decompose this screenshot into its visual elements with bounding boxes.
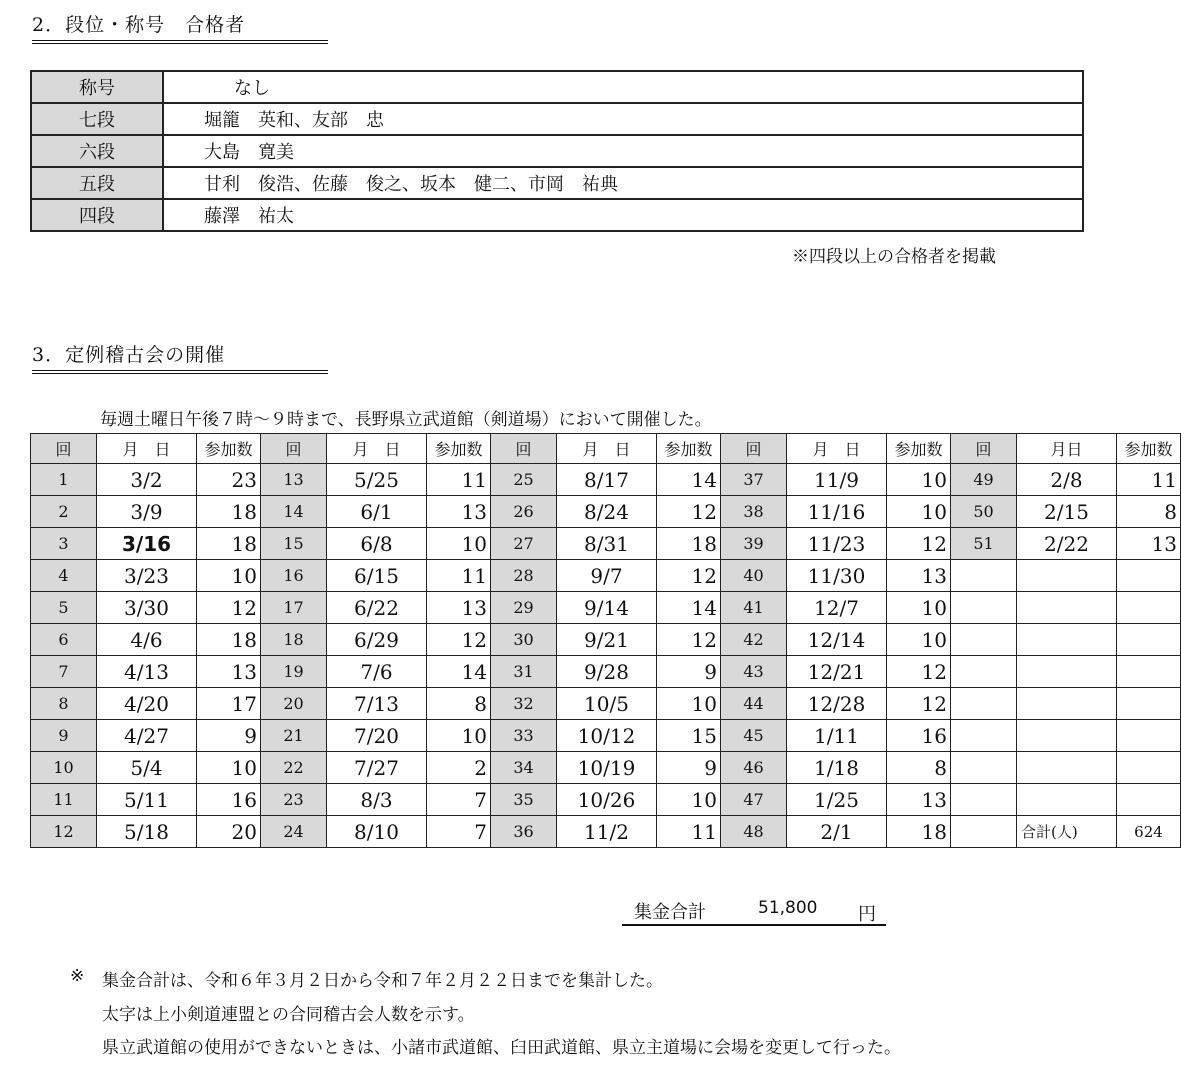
empty-cell: [1117, 720, 1181, 752]
session-date: 6/8: [327, 528, 427, 560]
session-date: 10/26: [557, 784, 657, 816]
session-number: 51: [951, 528, 1017, 560]
session-number: 15: [261, 528, 327, 560]
schedule-row: [31, 592, 1181, 624]
session-count: 10: [657, 688, 721, 720]
header-date: 月日: [1017, 434, 1117, 464]
session-count: 8: [887, 752, 951, 784]
session-number: 10: [31, 752, 97, 784]
section3-heading: 3．定例稽古会の開催: [32, 340, 328, 374]
empty-cell: [1117, 752, 1181, 784]
session-number: 18: [261, 624, 327, 656]
session-count: 8: [427, 688, 491, 720]
fee-amount: 51,800: [758, 898, 818, 918]
total-value: 624: [1117, 816, 1181, 848]
session-number: 42: [721, 624, 787, 656]
session-count: 20: [197, 816, 261, 848]
session-count: 9: [657, 656, 721, 688]
session-number: 26: [491, 496, 557, 528]
session-date: 4/27: [97, 720, 197, 752]
session-date: 5/4: [97, 752, 197, 784]
session-count: 9: [197, 720, 261, 752]
rank-note: ※四段以上の合格者を掲載: [792, 247, 996, 267]
empty-cell: [1117, 784, 1181, 816]
schedule-intro: 毎週土曜日午後７時～９時まで、長野県立武道館（剣道場）において開催した。: [100, 410, 712, 430]
session-date: 3/2: [97, 464, 197, 496]
session-number: 34: [491, 752, 557, 784]
session-count: 13: [197, 656, 261, 688]
empty-cell: [951, 784, 1017, 816]
session-count: 10: [887, 592, 951, 624]
session-date: 5/18: [97, 816, 197, 848]
session-number: 35: [491, 784, 557, 816]
rank-passers-table: [30, 70, 1084, 232]
session-date: 11/9: [787, 464, 887, 496]
session-count: 10: [887, 624, 951, 656]
empty-cell: [1117, 592, 1181, 624]
rank-row: [31, 167, 1083, 199]
session-count: 10: [887, 464, 951, 496]
session-date: 8/10: [327, 816, 427, 848]
empty-cell: [951, 624, 1017, 656]
session-count: 13: [887, 784, 951, 816]
session-number: 41: [721, 592, 787, 624]
session-number: 21: [261, 720, 327, 752]
empty-cell: [1017, 592, 1117, 624]
session-count: 14: [427, 656, 491, 688]
empty-cell: [1017, 784, 1117, 816]
session-date: 6/29: [327, 624, 427, 656]
session-date: 9/28: [557, 656, 657, 688]
session-date: 9/21: [557, 624, 657, 656]
session-date: 2/15: [1017, 496, 1117, 528]
header-date: 月 日: [327, 434, 427, 464]
empty-cell: [1117, 656, 1181, 688]
session-date: 3/23: [97, 560, 197, 592]
schedule-row: [31, 656, 1181, 688]
rank-label: 六段: [31, 135, 163, 167]
session-number: 45: [721, 720, 787, 752]
session-date: 4/13: [97, 656, 197, 688]
rank-label: 称号: [31, 71, 163, 103]
note-line: 県立武道館の使用ができないときは、小諸市武道館、臼田武道館、県立主道場に会場を変更して行った。: [102, 1038, 901, 1058]
session-number: 39: [721, 528, 787, 560]
rank-row: [31, 71, 1083, 103]
session-number: 16: [261, 560, 327, 592]
empty-cell: [1117, 624, 1181, 656]
header-date: 月 日: [557, 434, 657, 464]
session-count: 12: [657, 560, 721, 592]
session-number: 36: [491, 816, 557, 848]
session-date: 2/22: [1017, 528, 1117, 560]
session-count: 14: [657, 464, 721, 496]
session-number: 14: [261, 496, 327, 528]
session-date: 1/11: [787, 720, 887, 752]
session-count: 18: [197, 624, 261, 656]
empty-cell: [951, 816, 1017, 848]
session-date: 8/24: [557, 496, 657, 528]
schedule-row: [31, 720, 1181, 752]
session-date: 9/14: [557, 592, 657, 624]
schedule-row: [31, 464, 1181, 496]
session-number: 1: [31, 464, 97, 496]
rank-names: 藤澤 祐太: [163, 199, 1083, 231]
header-count: 参加数: [1117, 434, 1181, 464]
practice-schedule-table: [30, 433, 1181, 848]
session-number: 30: [491, 624, 557, 656]
session-count: 12: [887, 688, 951, 720]
empty-cell: [951, 720, 1017, 752]
session-count: 12: [197, 592, 261, 624]
session-date: 7/6: [327, 656, 427, 688]
session-number: 23: [261, 784, 327, 816]
session-count: 12: [657, 496, 721, 528]
session-count: 10: [427, 720, 491, 752]
session-number: 24: [261, 816, 327, 848]
session-date: 10/5: [557, 688, 657, 720]
session-number: 38: [721, 496, 787, 528]
total-label: 合計(人): [1017, 816, 1117, 848]
empty-cell: [951, 656, 1017, 688]
session-date: 8/3: [327, 784, 427, 816]
session-count: 12: [427, 624, 491, 656]
empty-cell: [951, 592, 1017, 624]
session-count: 13: [427, 592, 491, 624]
session-date: 3/16: [97, 528, 197, 560]
session-date: 6/1: [327, 496, 427, 528]
session-date: 9/7: [557, 560, 657, 592]
rank-row: [31, 199, 1083, 231]
session-count: 11: [427, 464, 491, 496]
header-date: 月 日: [787, 434, 887, 464]
header-no: 回: [951, 434, 1017, 464]
empty-cell: [951, 560, 1017, 592]
session-number: 2: [31, 496, 97, 528]
note-line: 集金合計は、令和６年３月２日から令和７年２月２２日までを集計した。: [102, 971, 663, 991]
session-number: 28: [491, 560, 557, 592]
session-count: 10: [427, 528, 491, 560]
session-number: 48: [721, 816, 787, 848]
empty-cell: [951, 752, 1017, 784]
session-count: 10: [197, 752, 261, 784]
empty-cell: [1017, 688, 1117, 720]
session-number: 40: [721, 560, 787, 592]
session-number: 13: [261, 464, 327, 496]
session-date: 1/18: [787, 752, 887, 784]
session-date: 4/6: [97, 624, 197, 656]
session-date: 5/25: [327, 464, 427, 496]
session-count: 17: [197, 688, 261, 720]
session-date: 2/8: [1017, 464, 1117, 496]
session-count: 15: [657, 720, 721, 752]
session-date: 12/21: [787, 656, 887, 688]
session-count: 11: [1117, 464, 1181, 496]
session-count: 12: [887, 656, 951, 688]
session-count: 14: [657, 592, 721, 624]
session-number: 50: [951, 496, 1017, 528]
schedule-row: [31, 560, 1181, 592]
session-count: 18: [887, 816, 951, 848]
session-date: 12/28: [787, 688, 887, 720]
session-date: 4/20: [97, 688, 197, 720]
empty-cell: [1117, 560, 1181, 592]
session-date: 11/16: [787, 496, 887, 528]
session-number: 29: [491, 592, 557, 624]
session-count: 16: [887, 720, 951, 752]
session-count: 18: [197, 496, 261, 528]
session-date: 3/9: [97, 496, 197, 528]
empty-cell: [1017, 560, 1117, 592]
header-no: 回: [491, 434, 557, 464]
fee-label: 集金合計: [634, 902, 706, 923]
session-count: 16: [197, 784, 261, 816]
session-number: 8: [31, 688, 97, 720]
session-date: 12/7: [787, 592, 887, 624]
session-count: 12: [887, 528, 951, 560]
session-date: 7/13: [327, 688, 427, 720]
session-count: 11: [657, 816, 721, 848]
session-date: 11/30: [787, 560, 887, 592]
session-number: 7: [31, 656, 97, 688]
session-date: 6/15: [327, 560, 427, 592]
rank-names: 堀籠 英和、友部 忠: [163, 103, 1083, 135]
empty-cell: [1017, 624, 1117, 656]
session-number: 49: [951, 464, 1017, 496]
session-date: 10/19: [557, 752, 657, 784]
empty-cell: [1017, 752, 1117, 784]
fee-unit: 円: [858, 904, 876, 925]
rank-row: [31, 103, 1083, 135]
header-count: 参加数: [427, 434, 491, 464]
schedule-header-row: [31, 434, 1181, 464]
schedule-row: [31, 816, 1181, 848]
session-date: 11/23: [787, 528, 887, 560]
session-number: 4: [31, 560, 97, 592]
session-count: 7: [427, 784, 491, 816]
session-number: 47: [721, 784, 787, 816]
schedule-row: [31, 784, 1181, 816]
schedule-row: [31, 624, 1181, 656]
header-no: 回: [721, 434, 787, 464]
fee-total: [622, 898, 886, 926]
rank-label: 七段: [31, 103, 163, 135]
session-date: 8/31: [557, 528, 657, 560]
schedule-row: [31, 528, 1181, 560]
session-number: 5: [31, 592, 97, 624]
session-count: 10: [887, 496, 951, 528]
session-date: 2/1: [787, 816, 887, 848]
section2-heading: 2．段位・称号 合格者: [32, 10, 328, 44]
session-date: 1/25: [787, 784, 887, 816]
session-number: 32: [491, 688, 557, 720]
session-number: 3: [31, 528, 97, 560]
session-count: 10: [657, 784, 721, 816]
header-no: 回: [261, 434, 327, 464]
session-number: 46: [721, 752, 787, 784]
session-number: 44: [721, 688, 787, 720]
rank-label: 四段: [31, 199, 163, 231]
empty-cell: [951, 688, 1017, 720]
rank-names: 大島 寛美: [163, 135, 1083, 167]
session-number: 11: [31, 784, 97, 816]
session-count: 7: [427, 816, 491, 848]
session-number: 25: [491, 464, 557, 496]
note-mark: ※: [70, 966, 85, 986]
session-number: 27: [491, 528, 557, 560]
rank-names: なし: [163, 71, 1083, 103]
header-count: 参加数: [197, 434, 261, 464]
session-number: 37: [721, 464, 787, 496]
session-number: 31: [491, 656, 557, 688]
session-date: 3/30: [97, 592, 197, 624]
session-date: 11/2: [557, 816, 657, 848]
session-count: 23: [197, 464, 261, 496]
session-count: 18: [197, 528, 261, 560]
session-date: 7/20: [327, 720, 427, 752]
rank-label: 五段: [31, 167, 163, 199]
session-count: 13: [427, 496, 491, 528]
schedule-row: [31, 496, 1181, 528]
session-number: 20: [261, 688, 327, 720]
session-date: 12/14: [787, 624, 887, 656]
session-count: 13: [887, 560, 951, 592]
session-date: 6/22: [327, 592, 427, 624]
session-number: 9: [31, 720, 97, 752]
empty-cell: [1017, 656, 1117, 688]
session-number: 33: [491, 720, 557, 752]
session-number: 19: [261, 656, 327, 688]
header-date: 月 日: [97, 434, 197, 464]
empty-cell: [1117, 688, 1181, 720]
empty-cell: [1017, 720, 1117, 752]
session-number: 17: [261, 592, 327, 624]
header-no: 回: [31, 434, 97, 464]
session-count: 12: [657, 624, 721, 656]
note-line: 太字は上小剣道連盟との合同稽古会人数を示す。: [102, 1005, 475, 1025]
session-date: 5/11: [97, 784, 197, 816]
session-date: 8/17: [557, 464, 657, 496]
session-number: 22: [261, 752, 327, 784]
session-count: 10: [197, 560, 261, 592]
session-number: 12: [31, 816, 97, 848]
rank-names: 甘利 俊浩、佐藤 俊之、坂本 健二、市岡 祐典: [163, 167, 1083, 199]
session-date: 7/27: [327, 752, 427, 784]
session-number: 43: [721, 656, 787, 688]
session-count: 2: [427, 752, 491, 784]
header-count: 参加数: [657, 434, 721, 464]
rank-row: [31, 135, 1083, 167]
schedule-row: [31, 688, 1181, 720]
session-count: 9: [657, 752, 721, 784]
session-count: 11: [427, 560, 491, 592]
session-count: 13: [1117, 528, 1181, 560]
header-count: 参加数: [887, 434, 951, 464]
session-number: 6: [31, 624, 97, 656]
session-count: 8: [1117, 496, 1181, 528]
session-count: 18: [657, 528, 721, 560]
session-date: 10/12: [557, 720, 657, 752]
schedule-row: [31, 752, 1181, 784]
